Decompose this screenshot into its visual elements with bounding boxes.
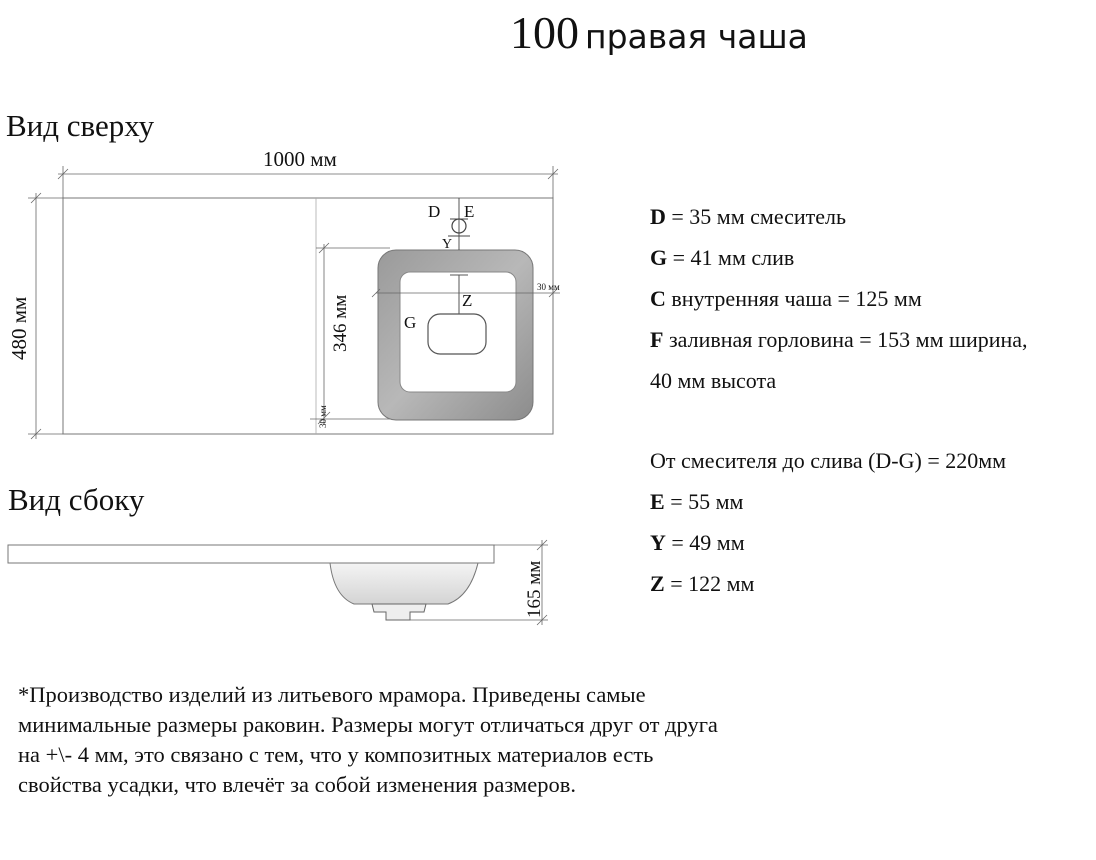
drain-outline xyxy=(428,314,486,354)
production-note: *Производство изделий из литьевого мрамора. Приведены самые минимальные размеры раковин. Размеры могут отличаться друг от друга на +\- 4 мм, это связано с тем, что у композитных материалов есть свойства усадки, что влечёт за собой изменения размеров. xyxy=(18,682,718,797)
marker-g: G xyxy=(404,313,417,332)
side-view xyxy=(8,540,548,625)
bowl-inner-label: 346 мм xyxy=(330,294,351,352)
side-drain xyxy=(372,604,426,620)
title-number: 100 xyxy=(510,7,579,58)
bottom-offset-label: 30 мм xyxy=(318,405,328,428)
spec-e: E = 55 мм xyxy=(650,489,744,514)
depth-dimension xyxy=(28,193,63,439)
marker-y: Y xyxy=(442,237,453,252)
width-label: 1000 мм xyxy=(263,147,337,171)
spec-f: F заливная горловина = 153 мм ширина, xyxy=(650,327,1028,352)
right-offset-label: 30 мм xyxy=(537,282,560,292)
top-view-label: Вид сверху xyxy=(6,108,155,143)
side-view-label: Вид сбоку xyxy=(8,482,145,517)
spec-d-g: От смесителя до слива (D-G) = 220мм xyxy=(650,448,1007,473)
spec-g: G = 41 мм слив xyxy=(650,245,795,270)
marker-e: E xyxy=(464,202,475,221)
depth-label: 480 мм xyxy=(7,296,31,360)
spec-f-height: 40 мм высота xyxy=(650,368,777,393)
side-bowl xyxy=(330,563,478,604)
marker-d: D xyxy=(428,202,441,221)
top-view xyxy=(7,147,560,439)
marker-z: Z xyxy=(462,291,473,310)
spec-d: D = 35 мм смеситель xyxy=(650,204,847,229)
side-countertop xyxy=(8,545,494,563)
height-label: 165 мм xyxy=(524,560,545,618)
spec-y: Y = 49 мм xyxy=(650,530,745,555)
title-text: правая чаша xyxy=(585,17,808,56)
spec-z: Z = 122 мм xyxy=(650,571,755,596)
spec-c: C внутренняя чаша = 125 мм xyxy=(650,286,922,311)
